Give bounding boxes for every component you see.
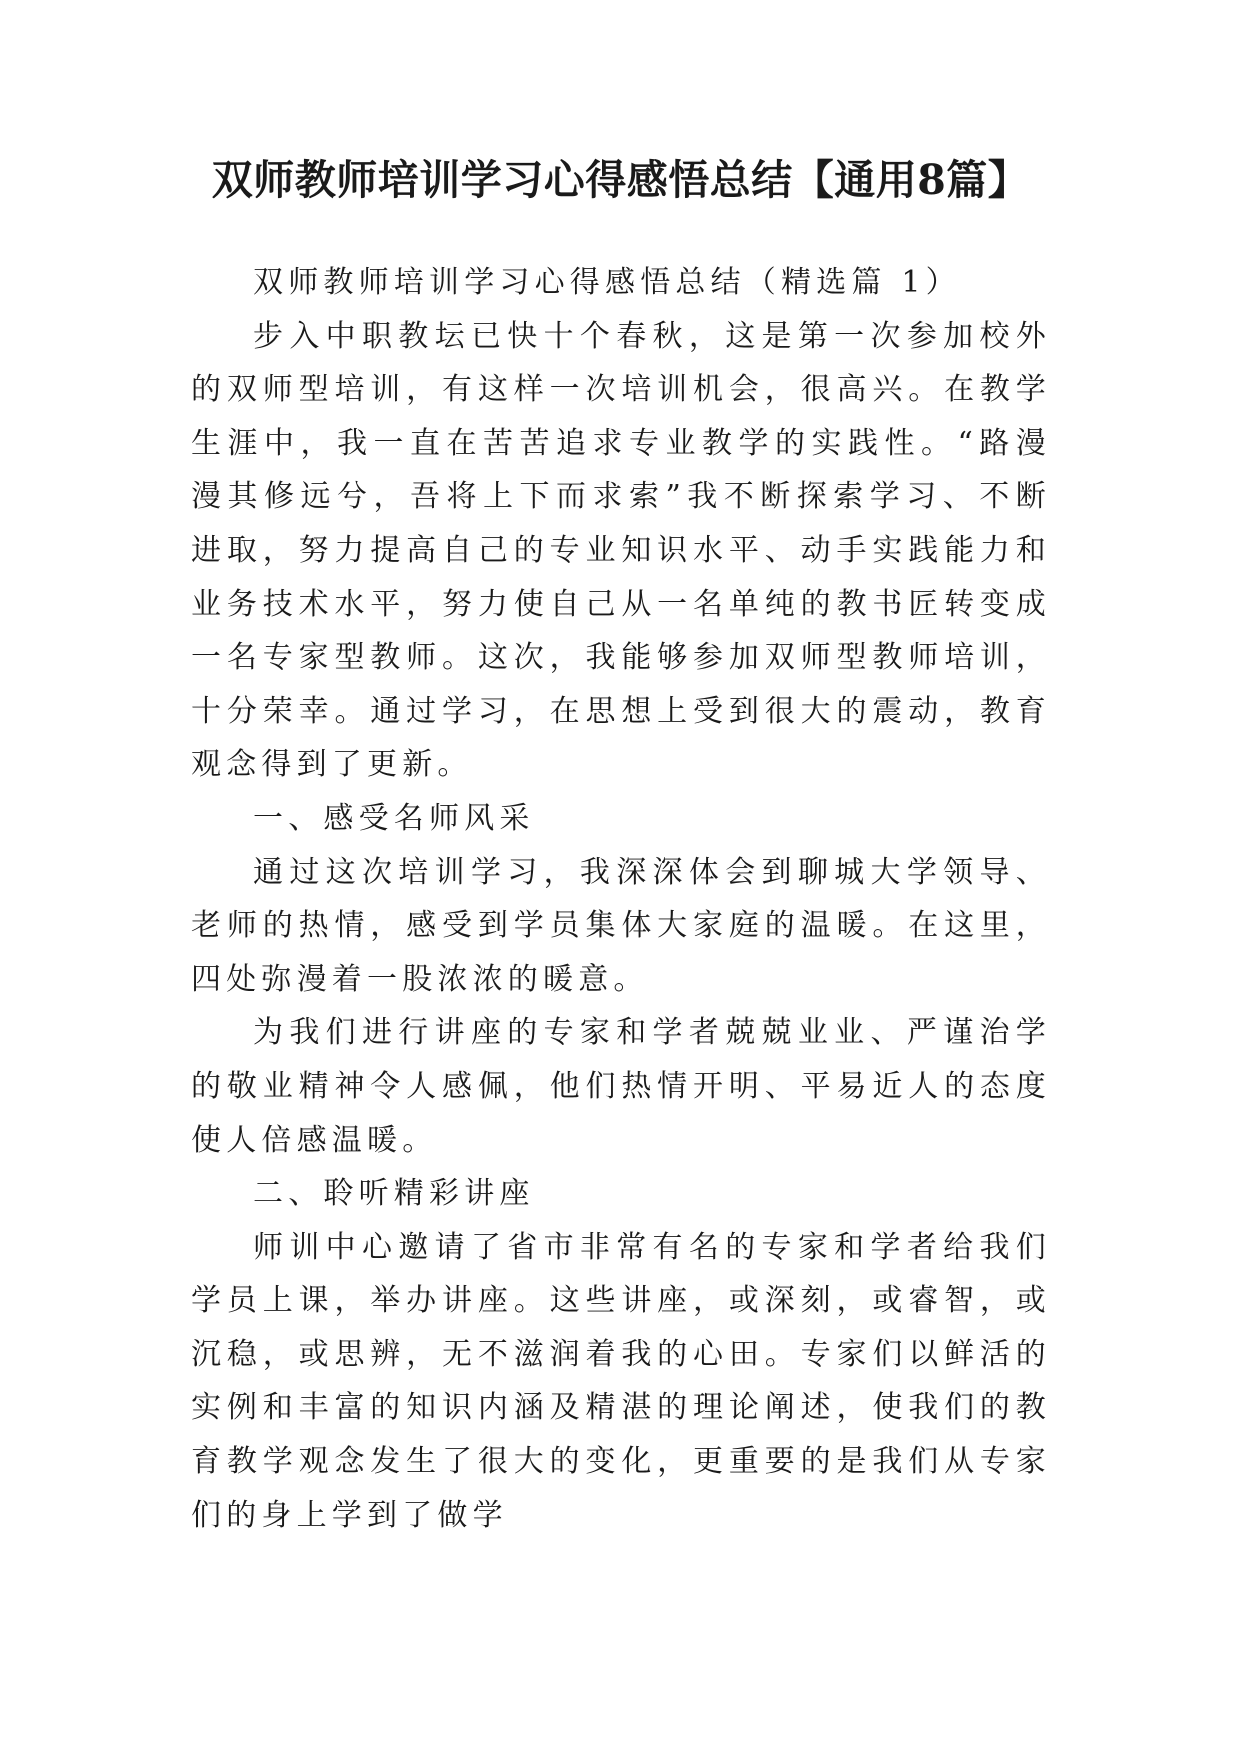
paragraph: 为我们进行讲座的专家和学者兢兢业业、严谨治学的敬业精神令人感佩，他们热情开明、平易近人的态度使人倍感温暖。 bbox=[191, 1015, 1051, 1158]
document-body bbox=[191, 256, 1051, 1542]
paragraph: 师训中心邀请了省市非常有名的专家和学者给我们学员上课，举办讲座。这些讲座，或深刻，或睿智，或沉稳，或思辨，无不滋润着我的心田。专家们以鲜活的实例和丰富的知识内涵及精湛的理论阐述，使我们的教育教学观念发生了很大的变化，更重要的是我们从专家们的身上学到了做学 bbox=[191, 1229, 1051, 1533]
section-heading: 二、聆听精彩讲座 bbox=[253, 1176, 535, 1212]
paragraph: 通过这次培训学习，我深深体会到聊城大学领导、老师的热情，感受到学员集体大家庭的温暖。在这里，四处弥漫着一股浓浓的暖意。 bbox=[191, 854, 1051, 997]
section-heading: 双师教师培训学习心得感悟总结（精选篇 1） bbox=[253, 265, 961, 300]
document-title: 双师教师培训学习心得感悟总结【通用8篇】 bbox=[211, 156, 1030, 204]
section-heading: 一、感受名师风采 bbox=[253, 800, 535, 836]
paragraph: 步入中职教坛已快十个春秋，这是第一次参加校外的双师型培训，有这样一次培训机会，很高兴。在教学生涯中，我一直在苦苦追求专业教学的实践性。“路漫漫其修远兮，吾将上下而求索”我不断探索学习、不断进取，努力提高自己的专业知识水平、动手实践能力和业务技术水平，努力使自己从一名单纯的教书匠转变成一名专家型教师。这次，我能够参加双师型教师培训，十分荣幸。通过学习，在思想上受到很大的震动，教育观念得到了更新。 bbox=[191, 318, 1051, 783]
